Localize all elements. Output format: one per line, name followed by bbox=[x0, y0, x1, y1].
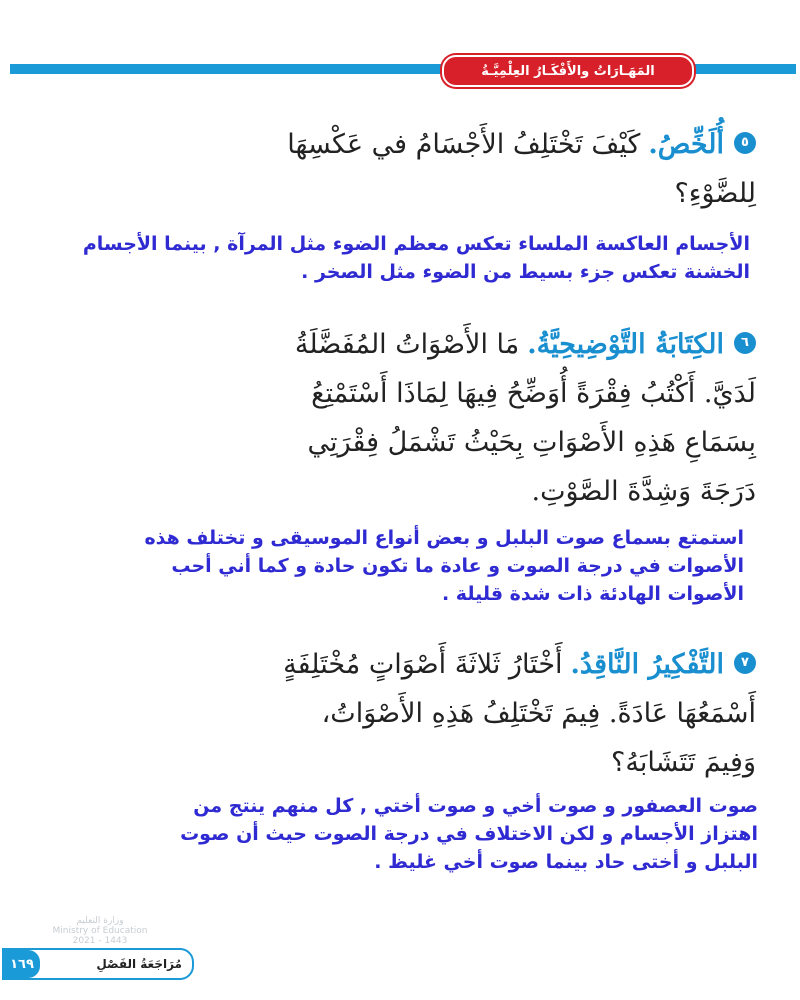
answer-5-line-2: الخشنة تعكس جزء بسيط من الضوء مثل الصخر . bbox=[301, 261, 750, 283]
answer-5-line-1: الأجسام العاكسة الملساء تعكس معظم الضوء مثل المرآة , بينما الأجسام bbox=[82, 233, 750, 255]
section-header-tab bbox=[442, 55, 694, 87]
question-6-line-3: بِسَمَاعِ هَذِهِ الأَصْوَاتِ بِحَيْثُ تَشْمَلُ فِقْرَتِي bbox=[307, 427, 756, 458]
answer-7 bbox=[38, 792, 758, 876]
question-7-text-1: أَخْتَارُ ثَلاثَةَ أَصْوَاتٍ مُخْتَلِفَةٍ bbox=[283, 649, 563, 680]
question-7-line-3: وَفِيمَ تَتَشَابَهُ؟ bbox=[611, 747, 756, 778]
question-7-line-2: أَسْمَعُهَا عَادَةً. فِيمَ تَخْتَلِفُ هَذِهِ الأَصْوَاتُ، bbox=[321, 698, 756, 729]
question-6-heading: الكِتَابَةُ التَّوْضِيحِيَّةُ. bbox=[527, 329, 724, 360]
answer-7-line-2: اهتزاز الأجسام و لكن الاختلاف في درجة الصوت حيث أن صوت bbox=[180, 823, 758, 845]
footer-chapter-review-title: مُرَاجَعَةُ الفَصْلِ bbox=[96, 957, 182, 971]
answer-6-line-2: الأصوات في درجة الصوت و عادة ما تكون حادة و كما أني أحب bbox=[171, 555, 744, 577]
answer-5 bbox=[30, 230, 750, 286]
answer-6 bbox=[24, 524, 744, 608]
question-6-line-2: لَدَيَّ. أَكْتُبُ فِقْرَةً أُوَضِّحُ فِيهَا لِمَاذَا أَسْتَمْتِعُ bbox=[311, 378, 756, 409]
question-6-line-4: دَرَجَةَ وَشِدَّةَ الصَّوْتِ. bbox=[531, 476, 756, 507]
question-7-heading: التَّفْكِيرُ النَّاقِدُ. bbox=[570, 649, 724, 680]
answer-6-line-3: الأصوات الهادئة ذات شدة قليلة . bbox=[441, 583, 744, 605]
question-6-text-1: مَا الأَصْوَاتُ المُفَضَّلَةُ bbox=[294, 329, 520, 360]
answer-7-line-1: صوت العصفور و صوت أخي و صوت أختي , كل منهم ينتج من bbox=[193, 795, 758, 817]
page-number: ١٦٩ bbox=[4, 950, 40, 978]
question-5-line-1 bbox=[287, 120, 756, 169]
ministry-watermark bbox=[40, 916, 160, 946]
answer-7-line-3: البلبل و أختى حاد بينما صوت أخي غليظ . bbox=[374, 851, 758, 873]
page-footer bbox=[2, 948, 194, 980]
question-7-line-1 bbox=[283, 640, 756, 689]
question-7-number: ٧ bbox=[734, 652, 756, 674]
watermark-line-1: وزارة التعليم bbox=[76, 916, 124, 926]
question-5-text-1: كَيْفَ تَخْتَلِفُ الأَجْسَامُ في عَكْسِهَا bbox=[287, 129, 641, 160]
question-5-line-2: لِلضَّوْءِ؟ bbox=[674, 178, 756, 209]
question-5-number: ٥ bbox=[734, 132, 756, 154]
watermark-line-3: 2021 - 1443 bbox=[72, 936, 128, 946]
watermark-line-2: Ministry of Education bbox=[52, 926, 148, 936]
question-5-heading: أُلَخِّصُ. bbox=[648, 129, 724, 160]
section-title: المَهَـارَاتُ والأَفْكَـارُ العِلْمِيَّـةُ bbox=[481, 63, 655, 79]
question-6-line-1 bbox=[295, 320, 756, 369]
question-5 bbox=[287, 120, 756, 218]
answer-6-line-1: استمتع بسماع صوت البلبل و بعض أنواع الموسيقى و تختلف هذه bbox=[144, 527, 744, 549]
question-6 bbox=[295, 320, 756, 516]
question-6-number: ٦ bbox=[734, 332, 756, 354]
question-7 bbox=[283, 640, 756, 787]
